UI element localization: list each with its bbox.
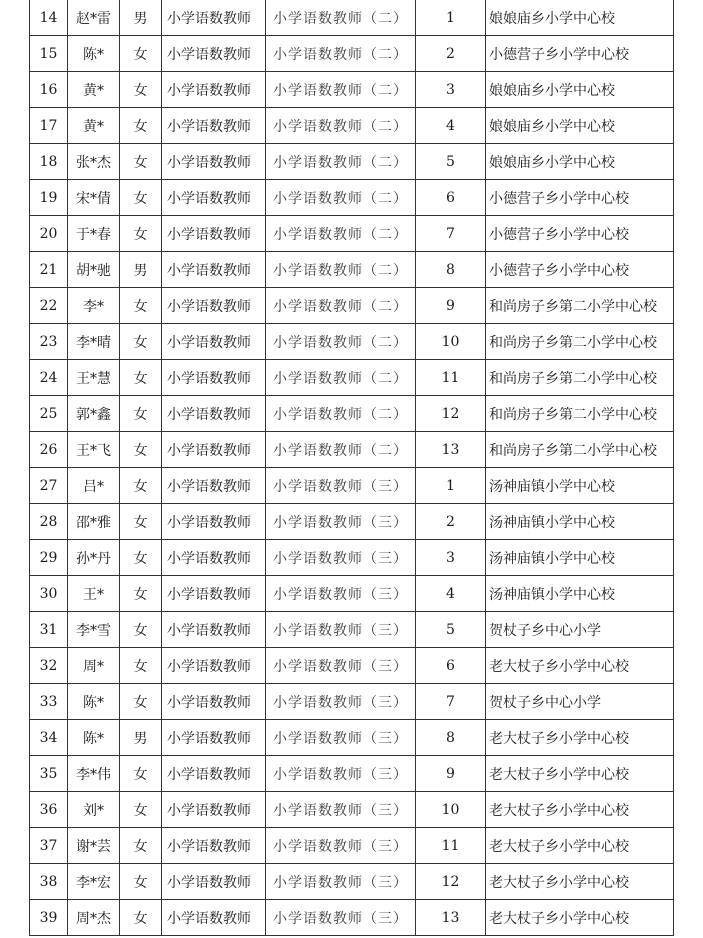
assigned-school-cell: 贺杖子乡中心小学 (486, 612, 674, 648)
table-row (30, 648, 674, 684)
candidate-name-cell: 李*伟 (68, 756, 120, 792)
gender-cell: 女 (120, 612, 162, 648)
row-number-cell: 17 (30, 108, 68, 144)
exam-group-cell: 小学语数教师（三） (266, 468, 416, 504)
gender-cell: 女 (120, 864, 162, 900)
table-row (30, 144, 674, 180)
position-cell: 小学语数教师 (162, 108, 266, 144)
table-row (30, 468, 674, 504)
position-cell: 小学语数教师 (162, 216, 266, 252)
row-number-cell: 25 (30, 396, 68, 432)
position-cell: 小学语数教师 (162, 360, 266, 396)
assigned-school-cell: 老大杖子乡小学中心校 (486, 900, 674, 936)
position-cell: 小学语数教师 (162, 0, 266, 36)
exam-group-cell: 小学语数教师（二） (266, 180, 416, 216)
roster-table (29, 0, 674, 936)
row-number-cell: 26 (30, 432, 68, 468)
rank-cell: 4 (416, 108, 486, 144)
exam-group-cell: 小学语数教师（二） (266, 108, 416, 144)
rank-cell: 2 (416, 36, 486, 72)
rank-cell: 6 (416, 180, 486, 216)
assigned-school-cell: 和尚房子乡第二小学中心校 (486, 288, 674, 324)
rank-cell: 5 (416, 144, 486, 180)
position-cell: 小学语数教师 (162, 792, 266, 828)
exam-group-cell: 小学语数教师（二） (266, 144, 416, 180)
assigned-school-cell: 和尚房子乡第二小学中心校 (486, 324, 674, 360)
position-cell: 小学语数教师 (162, 684, 266, 720)
rank-cell: 7 (416, 216, 486, 252)
gender-cell: 女 (120, 180, 162, 216)
assigned-school-cell: 小德营子乡小学中心校 (486, 252, 674, 288)
rank-cell: 8 (416, 720, 486, 756)
candidate-name-cell: 邵*雅 (68, 504, 120, 540)
row-number-cell: 33 (30, 684, 68, 720)
row-number-cell: 27 (30, 468, 68, 504)
position-cell: 小学语数教师 (162, 396, 266, 432)
rank-cell: 4 (416, 576, 486, 612)
rank-cell: 3 (416, 540, 486, 576)
candidate-name-cell: 谢*芸 (68, 828, 120, 864)
position-cell: 小学语数教师 (162, 252, 266, 288)
gender-cell: 女 (120, 36, 162, 72)
gender-cell: 女 (120, 216, 162, 252)
assigned-school-cell: 老大杖子乡小学中心校 (486, 648, 674, 684)
gender-cell: 女 (120, 72, 162, 108)
rank-cell: 2 (416, 504, 486, 540)
gender-cell: 女 (120, 504, 162, 540)
candidate-name-cell: 李*宏 (68, 864, 120, 900)
table-row (30, 432, 674, 468)
table-row (30, 72, 674, 108)
candidate-name-cell: 孙*丹 (68, 540, 120, 576)
assigned-school-cell: 娘娘庙乡小学中心校 (486, 72, 674, 108)
row-number-cell: 29 (30, 540, 68, 576)
exam-group-cell: 小学语数教师（二） (266, 396, 416, 432)
candidate-name-cell: 王* (68, 576, 120, 612)
position-cell: 小学语数教师 (162, 576, 266, 612)
candidate-name-cell: 陈* (68, 684, 120, 720)
row-number-cell: 34 (30, 720, 68, 756)
candidate-name-cell: 胡*驰 (68, 252, 120, 288)
rank-cell: 1 (416, 0, 486, 36)
gender-cell: 女 (120, 468, 162, 504)
gender-cell: 女 (120, 396, 162, 432)
rank-cell: 9 (416, 756, 486, 792)
exam-group-cell: 小学语数教师（三） (266, 576, 416, 612)
row-number-cell: 39 (30, 900, 68, 936)
table-row (30, 612, 674, 648)
row-number-cell: 35 (30, 756, 68, 792)
exam-group-cell: 小学语数教师（三） (266, 648, 416, 684)
position-cell: 小学语数教师 (162, 72, 266, 108)
position-cell: 小学语数教师 (162, 432, 266, 468)
row-number-cell: 14 (30, 0, 68, 36)
candidate-name-cell: 刘* (68, 792, 120, 828)
candidate-name-cell: 郭*鑫 (68, 396, 120, 432)
roster-body (30, 0, 674, 936)
gender-cell: 女 (120, 828, 162, 864)
assigned-school-cell: 汤神庙镇小学中心校 (486, 540, 674, 576)
assigned-school-cell: 和尚房子乡第二小学中心校 (486, 360, 674, 396)
rank-cell: 12 (416, 396, 486, 432)
row-number-cell: 18 (30, 144, 68, 180)
position-cell: 小学语数教师 (162, 900, 266, 936)
assigned-school-cell: 汤神庙镇小学中心校 (486, 504, 674, 540)
rank-cell: 12 (416, 864, 486, 900)
rank-cell: 5 (416, 612, 486, 648)
exam-group-cell: 小学语数教师（三） (266, 792, 416, 828)
assigned-school-cell: 汤神庙镇小学中心校 (486, 576, 674, 612)
assigned-school-cell: 小德营子乡小学中心校 (486, 36, 674, 72)
candidate-name-cell: 周*杰 (68, 900, 120, 936)
position-cell: 小学语数教师 (162, 288, 266, 324)
gender-cell: 男 (120, 720, 162, 756)
row-number-cell: 19 (30, 180, 68, 216)
exam-group-cell: 小学语数教师（二） (266, 324, 416, 360)
gender-cell: 男 (120, 0, 162, 36)
row-number-cell: 37 (30, 828, 68, 864)
table-row (30, 756, 674, 792)
row-number-cell: 20 (30, 216, 68, 252)
assigned-school-cell: 娘娘庙乡小学中心校 (486, 144, 674, 180)
table-row (30, 252, 674, 288)
position-cell: 小学语数教师 (162, 828, 266, 864)
table-row (30, 180, 674, 216)
assigned-school-cell: 小德营子乡小学中心校 (486, 216, 674, 252)
row-number-cell: 36 (30, 792, 68, 828)
candidate-name-cell: 吕* (68, 468, 120, 504)
rank-cell: 6 (416, 648, 486, 684)
gender-cell: 女 (120, 684, 162, 720)
exam-group-cell: 小学语数教师（三） (266, 756, 416, 792)
position-cell: 小学语数教师 (162, 144, 266, 180)
row-number-cell: 22 (30, 288, 68, 324)
assigned-school-cell: 贺杖子乡中心小学 (486, 684, 674, 720)
position-cell: 小学语数教师 (162, 612, 266, 648)
table-row (30, 576, 674, 612)
candidate-name-cell: 李*晴 (68, 324, 120, 360)
exam-group-cell: 小学语数教师（二） (266, 252, 416, 288)
assigned-school-cell: 老大杖子乡小学中心校 (486, 828, 674, 864)
table-row (30, 504, 674, 540)
row-number-cell: 16 (30, 72, 68, 108)
assigned-school-cell: 汤神庙镇小学中心校 (486, 468, 674, 504)
candidate-name-cell: 张*杰 (68, 144, 120, 180)
gender-cell: 女 (120, 540, 162, 576)
table-row (30, 360, 674, 396)
candidate-name-cell: 陈* (68, 36, 120, 72)
rank-cell: 7 (416, 684, 486, 720)
candidate-name-cell: 王*飞 (68, 432, 120, 468)
table-row (30, 684, 674, 720)
candidate-name-cell: 李*雪 (68, 612, 120, 648)
table-row (30, 36, 674, 72)
assigned-school-cell: 老大杖子乡小学中心校 (486, 864, 674, 900)
position-cell: 小学语数教师 (162, 36, 266, 72)
exam-group-cell: 小学语数教师（二） (266, 0, 416, 36)
table-row (30, 108, 674, 144)
exam-group-cell: 小学语数教师（三） (266, 720, 416, 756)
assigned-school-cell: 和尚房子乡第二小学中心校 (486, 396, 674, 432)
assigned-school-cell: 和尚房子乡第二小学中心校 (486, 432, 674, 468)
candidate-name-cell: 赵*雷 (68, 0, 120, 36)
row-number-cell: 28 (30, 504, 68, 540)
row-number-cell: 24 (30, 360, 68, 396)
rank-cell: 10 (416, 324, 486, 360)
rank-cell: 9 (416, 288, 486, 324)
assigned-school-cell: 娘娘庙乡小学中心校 (486, 108, 674, 144)
candidate-name-cell: 黄* (68, 108, 120, 144)
assigned-school-cell: 小德营子乡小学中心校 (486, 180, 674, 216)
gender-cell: 女 (120, 648, 162, 684)
position-cell: 小学语数教师 (162, 756, 266, 792)
exam-group-cell: 小学语数教师（二） (266, 72, 416, 108)
gender-cell: 女 (120, 792, 162, 828)
position-cell: 小学语数教师 (162, 540, 266, 576)
gender-cell: 男 (120, 252, 162, 288)
exam-group-cell: 小学语数教师（二） (266, 288, 416, 324)
row-number-cell: 31 (30, 612, 68, 648)
candidate-name-cell: 周* (68, 648, 120, 684)
row-number-cell: 32 (30, 648, 68, 684)
row-number-cell: 23 (30, 324, 68, 360)
table-row (30, 288, 674, 324)
candidate-name-cell: 陈* (68, 720, 120, 756)
table-row (30, 216, 674, 252)
gender-cell: 女 (120, 576, 162, 612)
gender-cell: 女 (120, 288, 162, 324)
exam-group-cell: 小学语数教师（三） (266, 864, 416, 900)
gender-cell: 女 (120, 756, 162, 792)
gender-cell: 女 (120, 108, 162, 144)
rank-cell: 13 (416, 900, 486, 936)
assigned-school-cell: 老大杖子乡小学中心校 (486, 756, 674, 792)
exam-group-cell: 小学语数教师（二） (266, 360, 416, 396)
gender-cell: 女 (120, 900, 162, 936)
exam-group-cell: 小学语数教师（三） (266, 540, 416, 576)
rank-cell: 1 (416, 468, 486, 504)
table-row (30, 0, 674, 36)
table-row (30, 720, 674, 756)
candidate-name-cell: 李* (68, 288, 120, 324)
exam-group-cell: 小学语数教师（三） (266, 684, 416, 720)
assigned-school-cell: 娘娘庙乡小学中心校 (486, 0, 674, 36)
candidate-name-cell: 黄* (68, 72, 120, 108)
row-number-cell: 30 (30, 576, 68, 612)
position-cell: 小学语数教师 (162, 720, 266, 756)
table-row (30, 540, 674, 576)
exam-group-cell: 小学语数教师（二） (266, 216, 416, 252)
exam-group-cell: 小学语数教师（三） (266, 612, 416, 648)
assigned-school-cell: 老大杖子乡小学中心校 (486, 792, 674, 828)
table-row (30, 900, 674, 936)
candidate-name-cell: 宋*倩 (68, 180, 120, 216)
exam-group-cell: 小学语数教师（三） (266, 828, 416, 864)
rank-cell: 8 (416, 252, 486, 288)
position-cell: 小学语数教师 (162, 864, 266, 900)
candidate-name-cell: 于*春 (68, 216, 120, 252)
table-row (30, 864, 674, 900)
position-cell: 小学语数教师 (162, 324, 266, 360)
exam-group-cell: 小学语数教师（二） (266, 432, 416, 468)
rank-cell: 3 (416, 72, 486, 108)
position-cell: 小学语数教师 (162, 504, 266, 540)
table-row (30, 828, 674, 864)
gender-cell: 女 (120, 144, 162, 180)
position-cell: 小学语数教师 (162, 468, 266, 504)
candidate-name-cell: 王*慧 (68, 360, 120, 396)
position-cell: 小学语数教师 (162, 648, 266, 684)
exam-group-cell: 小学语数教师（三） (266, 504, 416, 540)
rank-cell: 11 (416, 360, 486, 396)
row-number-cell: 15 (30, 36, 68, 72)
exam-group-cell: 小学语数教师（二） (266, 36, 416, 72)
gender-cell: 女 (120, 324, 162, 360)
position-cell: 小学语数教师 (162, 180, 266, 216)
row-number-cell: 38 (30, 864, 68, 900)
rank-cell: 13 (416, 432, 486, 468)
table-row (30, 324, 674, 360)
table-row (30, 396, 674, 432)
row-number-cell: 21 (30, 252, 68, 288)
gender-cell: 女 (120, 432, 162, 468)
rank-cell: 10 (416, 792, 486, 828)
exam-group-cell: 小学语数教师（三） (266, 900, 416, 936)
assigned-school-cell: 老大杖子乡小学中心校 (486, 720, 674, 756)
table-row (30, 792, 674, 828)
rank-cell: 11 (416, 828, 486, 864)
gender-cell: 女 (120, 360, 162, 396)
